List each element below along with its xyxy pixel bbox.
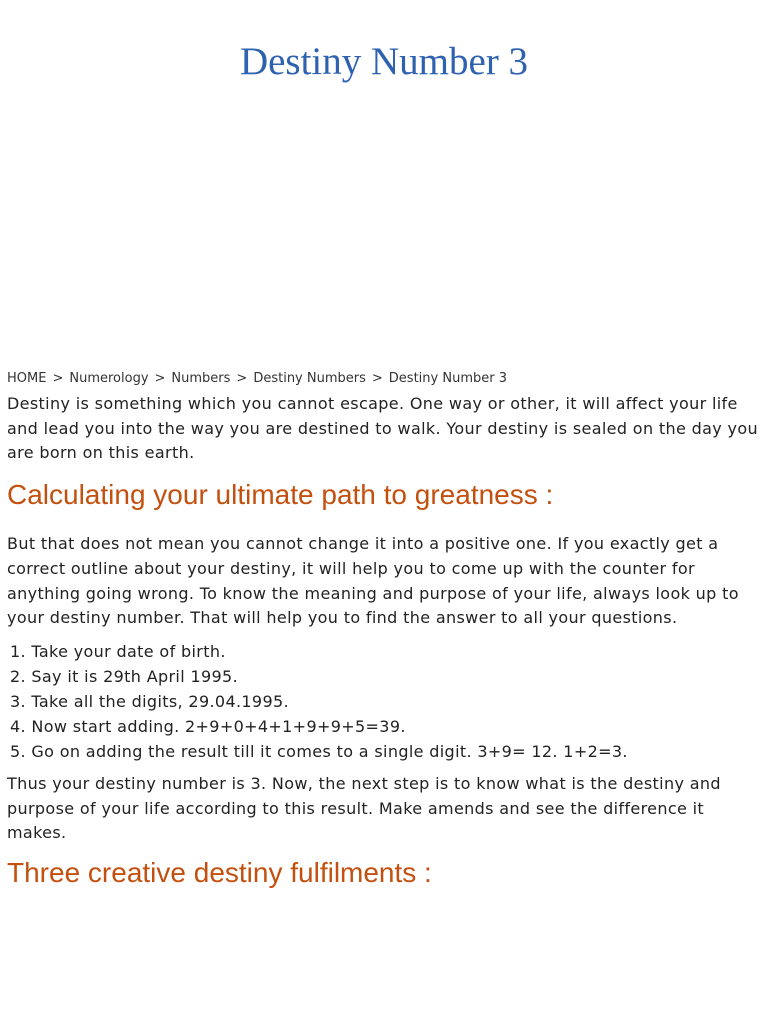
list-item: 1. Take your date of birth.	[10, 641, 226, 661]
intro-paragraph: Destiny is something which you cannot escape. One way or other, it will affect your life and lead you into the way you are destined to walk. Your destiny is sealed on the day you are born on this earth.	[7, 394, 758, 463]
section-heading-fulfilments: Three creative destiny fulfilments :	[7, 857, 432, 889]
breadcrumb-numerology-link[interactable]: Numerology	[69, 371, 149, 386]
breadcrumb-separator: >	[236, 371, 248, 386]
result-paragraph: Thus your destiny number is 3. Now, the next step is to know what is the destiny and purpose of your life according to this result. Make amends and see the difference it makes.	[7, 773, 721, 843]
breadcrumb-separator: >	[371, 371, 383, 386]
explanation-paragraph: But that does not mean you cannot change it into a positive one. If you exactly get a correct outline about your destiny, it will help you to come up with the counter for anything going wrong. To know the meaning and purpose of your life, always look up to your destiny number. That will help you to find the answer to all your questions.	[7, 534, 739, 628]
section-heading-calculating: Calculating your ultimate path to greatness :	[7, 479, 554, 511]
ad-space	[0, 100, 768, 360]
list-item: 3. Take all the digits, 29.04.1995.	[10, 691, 289, 711]
list-item: 4. Now start adding. 2+9+0+4+1+9+9+5=39.	[10, 716, 406, 736]
breadcrumb-numbers-link[interactable]: Numbers	[171, 371, 231, 386]
breadcrumb-home-link[interactable]: HOME	[7, 371, 47, 386]
list-item: 5. Go on adding the result till it comes to a single digit. 3+9= 12. 1+2=3.	[10, 741, 628, 761]
calculation-steps-list	[7, 639, 761, 764]
article-content	[7, 392, 761, 890]
list-item: 2. Say it is 29th April 1995.	[10, 666, 239, 686]
breadcrumb-separator: >	[154, 371, 166, 386]
breadcrumb	[7, 370, 507, 388]
breadcrumb-current-page: Destiny Number 3	[388, 371, 507, 386]
breadcrumb-destiny-numbers-link[interactable]: Destiny Numbers	[253, 371, 366, 386]
breadcrumb-separator: >	[52, 371, 64, 386]
page-title: Destiny Number 3	[239, 40, 529, 83]
